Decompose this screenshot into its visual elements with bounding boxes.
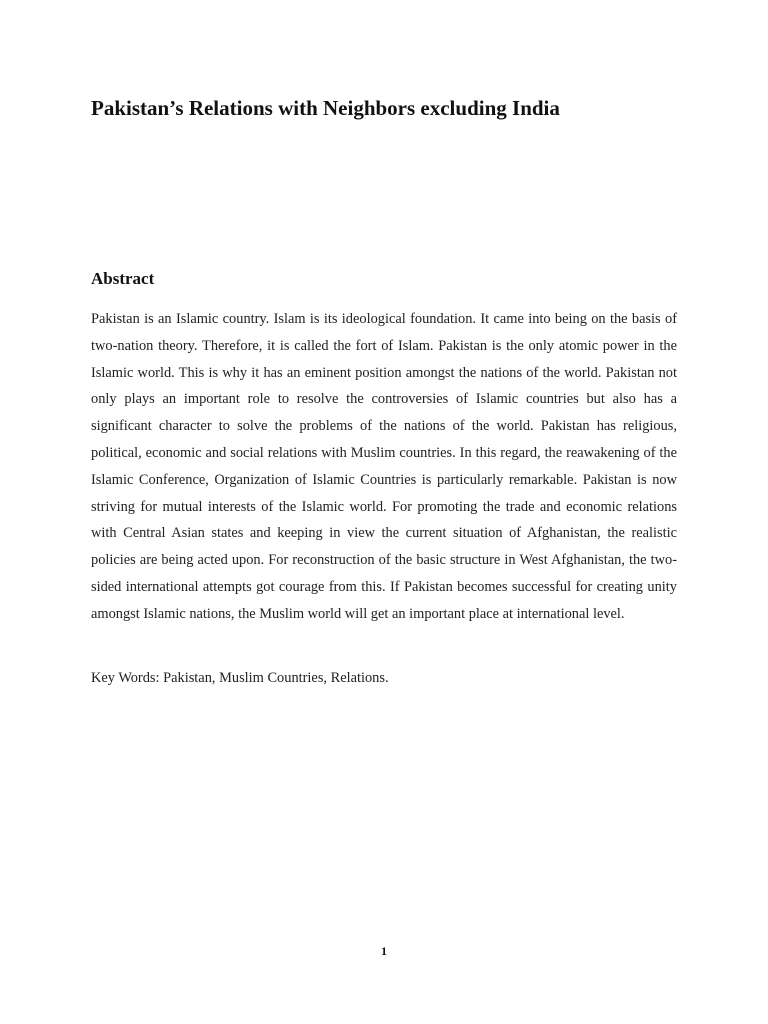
document-title: Pakistan’s Relations with Neighbors excluding India: [91, 96, 560, 120]
keywords-line: Key Words: Pakistan, Muslim Countries, Relations.: [91, 670, 389, 686]
abstract-paragraph: Pakistan is an Islamic country. Islam is its ideological foundation. It came into being on the basis of two-nation theory. Therefore, it is called the fort of Islam. Pakistan is the only atomic power in the Islamic world. This is why it has an eminent position amongst the nations of the world. Pakistan not only plays an important role to resolve the controversies of Islamic countries but also has a significant character to solve the problems of the nations of the world. Pakistan has religious, political, economic and social relations with Muslim countries. In this regard, the reawakening of the Islamic Conference, Organization of Islamic Countries is particularly remarkable. Pakistan is now striving for mutual interests of the Islamic world. For promoting the trade and economic relations with Central Asian states and keeping in view the current situation of Afghanistan, the realistic policies are being acted upon. For reconstruction of the basic structure in West Afghanistan, the two-sided international attempts got courage from this. If Pakistan becomes successful for creating unity amongst Islamic nations, the Muslim world will get an important place at international level.: [91, 311, 677, 622]
abstract-heading: Abstract: [91, 269, 155, 288]
page-number: 1: [381, 944, 387, 958]
